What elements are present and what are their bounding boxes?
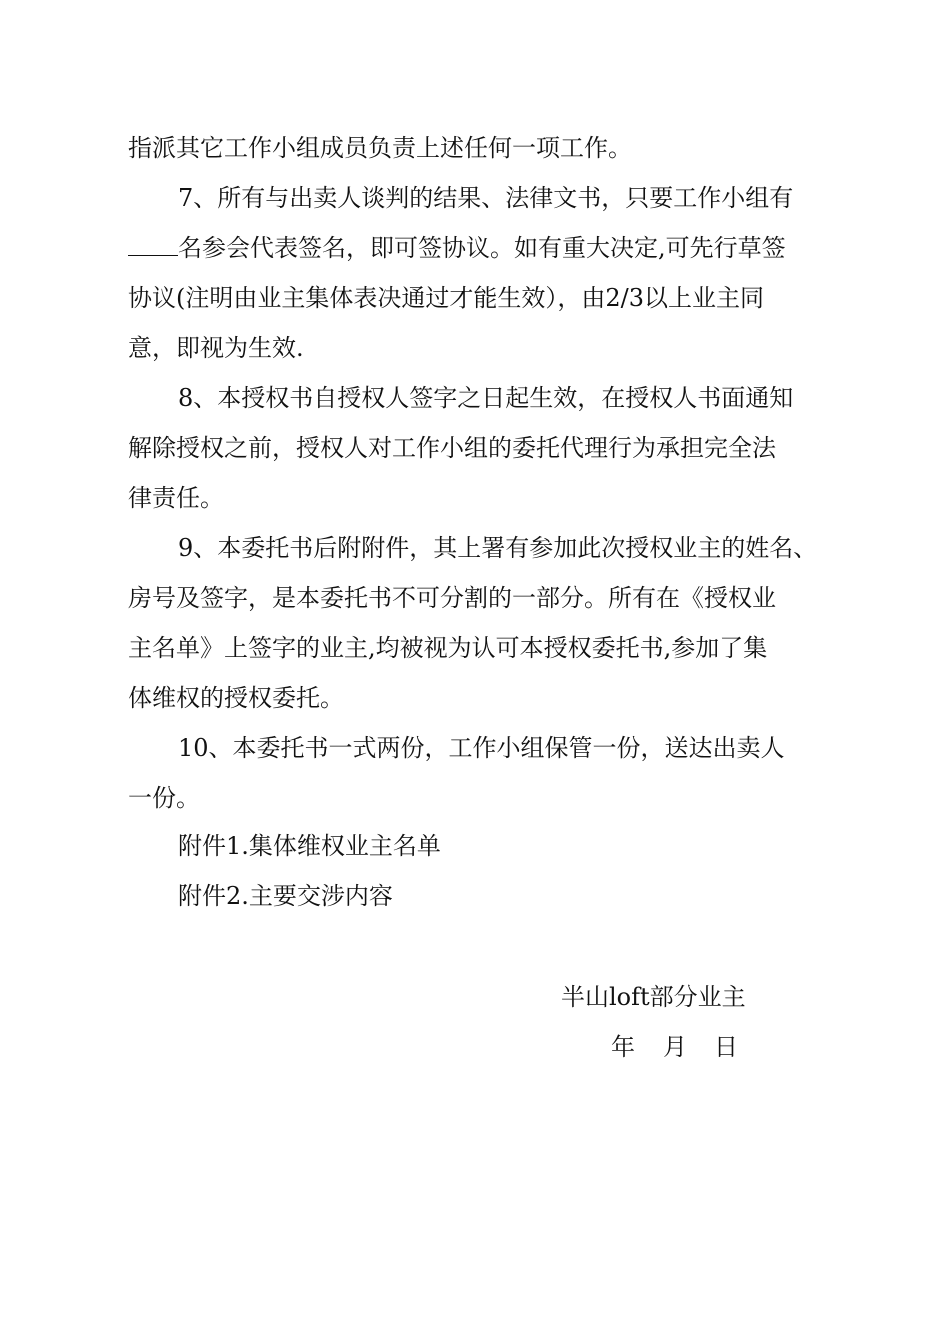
- attachment-line: 附件1.集体维权业主名单: [178, 832, 441, 860]
- date-year: 年: [611, 1033, 635, 1061]
- paragraph-line: 10、本委托书一式两份，工作小组保管一份，送达出卖人: [178, 734, 785, 762]
- paragraph-line: 体维权的授权委托。: [128, 684, 344, 712]
- paragraph-line: 一份。: [128, 784, 200, 812]
- date-month: 月: [663, 1033, 687, 1061]
- paragraph-line: 协议(注明由业主集体表决通过才能生效），由2/3以上业主同: [128, 284, 764, 312]
- signature-line: 半山loft部分业主: [561, 983, 746, 1011]
- paragraph-line: 8、本授权书自授权人签字之日起生效，在授权人书面通知: [178, 384, 794, 412]
- paragraph-line: 主名单》上签字的业主,均被视为认可本授权委托书,参加了集: [128, 634, 768, 662]
- paragraph-line: 9、本委托书后附附件，其上署有参加此次授权业主的姓名、: [178, 534, 818, 562]
- date-day: 日: [714, 1033, 738, 1061]
- paragraph-line: 7、所有与出卖人谈判的结果、法律文书，只要工作小组有: [178, 184, 794, 212]
- attachment-line: 附件2.主要交涉内容: [178, 882, 393, 910]
- paragraph-line: 意，即视为生效.: [128, 334, 304, 362]
- paragraph-line-with-blank: [128, 233, 786, 263]
- paragraph-line: 解除授权之前，授权人对工作小组的委托代理行为承担完全法: [128, 434, 776, 462]
- paragraph-line: 房号及签字，是本委托书不可分割的一部分。所有在《授权业: [128, 584, 776, 612]
- paragraph-line-text: 名参会代表签名，即可签协议。如有重大决定,可先行草签: [178, 234, 786, 262]
- paragraph-line: 指派其它工作小组成员负责上述任何一项工作。: [128, 134, 632, 162]
- paragraph-line: 律责任。: [128, 484, 224, 512]
- signature-count-blank: [128, 233, 178, 256]
